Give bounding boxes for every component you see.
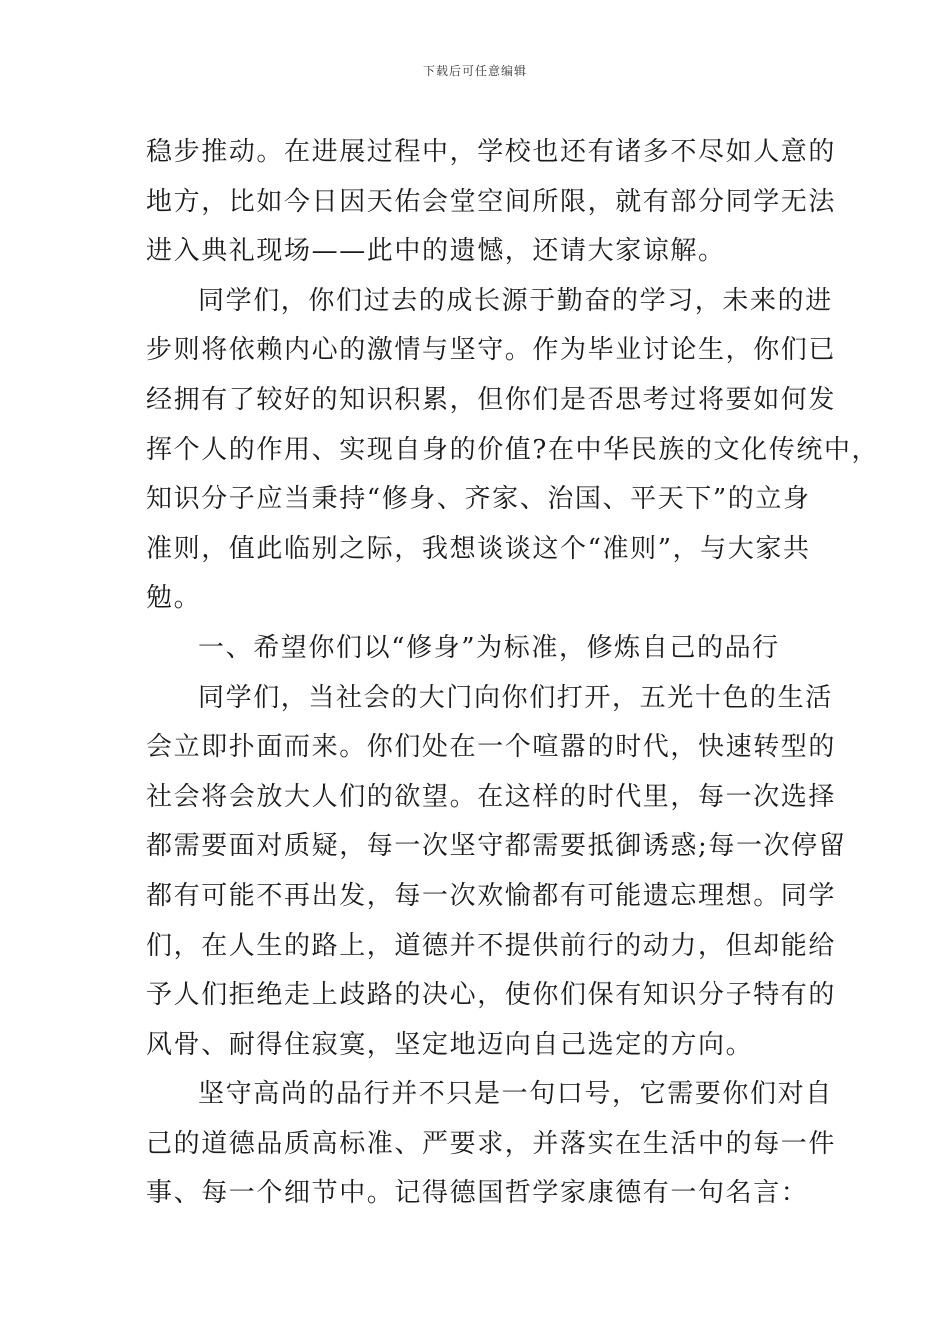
page-header: 下载后可任意编辑 — [422, 64, 527, 78]
paragraph-first-line: 同学们，当社会的大门向你们打开，五光十色的生活 — [198, 682, 833, 713]
text-line: 稳步推动。在进展过程中，学校也还有诸多不尽如人意的 — [146, 137, 837, 167]
text-line: 己的道德品质高标准、严要求，并落实在生活中的每一件 — [146, 1128, 837, 1159]
text-line: 挥个人的作用、实现自身的价值?在中华民族的文化传统中， — [146, 434, 880, 465]
text-line: 们，在人生的路上，道德并不提供前行的动力，但却能给 — [146, 930, 837, 961]
text-line: 予人们拒绝走上歧路的决心，使你们保有知识分子特有的 — [146, 980, 837, 1011]
text-line: 经拥有了较好的知识积累，但你们是否思考过将要如何发 — [146, 384, 837, 415]
section-heading: 一、希望你们以“修身”为标准，修炼自己的品行 — [198, 632, 780, 663]
text-line: 都有可能不再出发，每一次欢愉都有可能遗忘理想。同学 — [146, 880, 837, 911]
text-line: 步则将依赖内心的激情与坚守。作为毕业讨论生，你们已 — [146, 335, 837, 366]
text-line: 事、每一个细节中。记得德国哲学家康德有一句名言： — [146, 1178, 809, 1209]
text-line: 社会将会放大人们的欲望。在这样的时代里，每一次选择 — [146, 781, 837, 812]
document-body — [146, 128, 880, 1219]
text-line: 风骨、耐得住寂寞，坚定地迈向自己选定的方向。 — [146, 1029, 754, 1060]
text-line: 勉。 — [146, 583, 202, 614]
text-line: 地方，比如今日因天佑会堂空间所限，就有部分同学无法 — [146, 186, 837, 217]
text-line: 知识分子应当秉持“修身、齐家、治国、平天下”的立身 — [146, 484, 811, 515]
text-line: 会立即扑面而来。你们处在一个喧嚣的时代，快速转型的 — [146, 732, 837, 763]
paragraph-first-line: 坚守高尚的品行并不只是一句口号，它需要你们对自 — [198, 1079, 833, 1110]
text-line: 进入典礼现场——此中的遗憾，还请大家谅解。 — [146, 236, 726, 267]
text-line: 都需要面对质疑，每一次坚守都需要抵御诱惑;每一次停留 — [146, 831, 847, 862]
text-line: 准则，值此临别之际，我想谈谈这个“准则”，与大家共 — [146, 533, 811, 564]
paragraph-first-line: 同学们，你们过去的成长源于勤奋的学习，未来的进 — [198, 285, 833, 316]
